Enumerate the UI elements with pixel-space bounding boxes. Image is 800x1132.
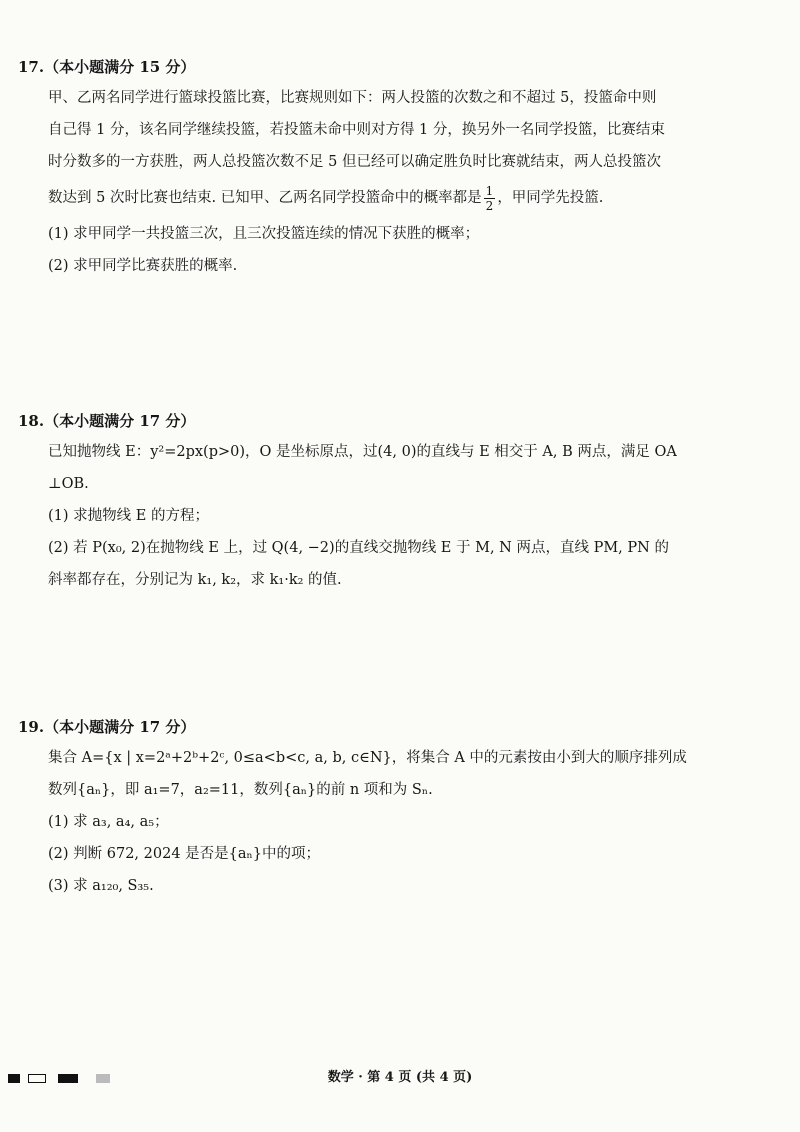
problem-18-body [18,436,778,596]
problem-18-line-2: ⊥OB. [48,476,89,492]
problem-17-line-1: 甲、乙两名同学进行篮球投篮比赛，比赛规则如下：两人投篮的次数之和不超过 5，投篮命中则 [48,90,657,106]
problem-19-line-1: 集合 A={x | x=2ᵃ+2ᵇ+2ᶜ, 0≤a<b<c, a, b, c∈N}，将集合 A 中的元素按由小到大的顺序排列成 [48,750,687,766]
problem-17-question-1: (1) 求甲同学一共投篮三次，且三次投篮连续的情况下获胜的概率； [48,226,480,242]
page-number: 数学 · 第 4 页 (共 4 页) [327,1070,473,1085]
fraction-numerator: 1 [485,183,494,198]
problem-19 [18,716,778,902]
problem-17-header: 17.（本小题满分 15 分） [18,58,196,76]
problem-17-line-4 [48,178,778,218]
problem-17-line-4-text-b: ，甲同学先投篮. [497,190,604,206]
problem-18 [18,410,778,596]
problem-17-question-2: (2) 求甲同学比赛获胜的概率. [48,258,238,274]
problem-18-line-1: 已知抛物线 E：y²=2px(p>0)，O 是坐标原点，过(4, 0)的直线与 E 相交于 A, B 两点，满足 OA [48,444,677,460]
problem-17-line-3: 时分数多的一方获胜，两人总投篮次数不足 5 但已经可以确定胜负时比赛就结束，两人总投篮次 [48,154,661,170]
problem-18-question-1: (1) 求抛物线 E 的方程； [48,508,209,524]
problem-19-header: 19.（本小题满分 17 分） [18,718,196,736]
problem-17-line-2: 自己得 1 分，该名同学继续投篮，若投篮未命中则对方得 1 分，换另外一名同学投篮，比赛结束 [48,122,665,138]
page-footer [0,1066,800,1090]
problem-19-question-2: (2) 判断 672, 2024 是否是{aₙ}中的项； [48,846,321,862]
problem-18-header: 18.（本小题满分 17 分） [18,412,196,430]
problem-17-line-4-text-a: 数达到 5 次时比赛也结束. 已知甲、乙两名同学投篮命中的概率都是 [48,190,482,206]
problem-19-line-2: 数列{aₙ}，即 a₁=7，a₂=11，数列{aₙ}的前 n 项和为 Sₙ. [48,782,433,798]
problem-19-question-3: (3) 求 a₁₂₀, S₃₅. [48,878,154,894]
problem-18-question-2-line-2: 斜率都存在，分别记为 k₁, k₂，求 k₁·k₂ 的值. [48,572,342,588]
problem-18-question-2-line-1: (2) 若 P(x₀, 2)在抛物线 E 上，过 Q(4, −2)的直线交抛物线 E 于 M, N 两点，直线 PM, PN 的 [48,540,669,556]
problem-17-body [18,82,778,282]
problem-19-question-1: (1) 求 a₃, a₄, a₅； [48,814,169,830]
fraction-denominator: 2 [485,198,494,213]
fraction-one-half [484,184,496,213]
problem-17 [18,56,778,282]
problem-19-body [18,742,778,902]
